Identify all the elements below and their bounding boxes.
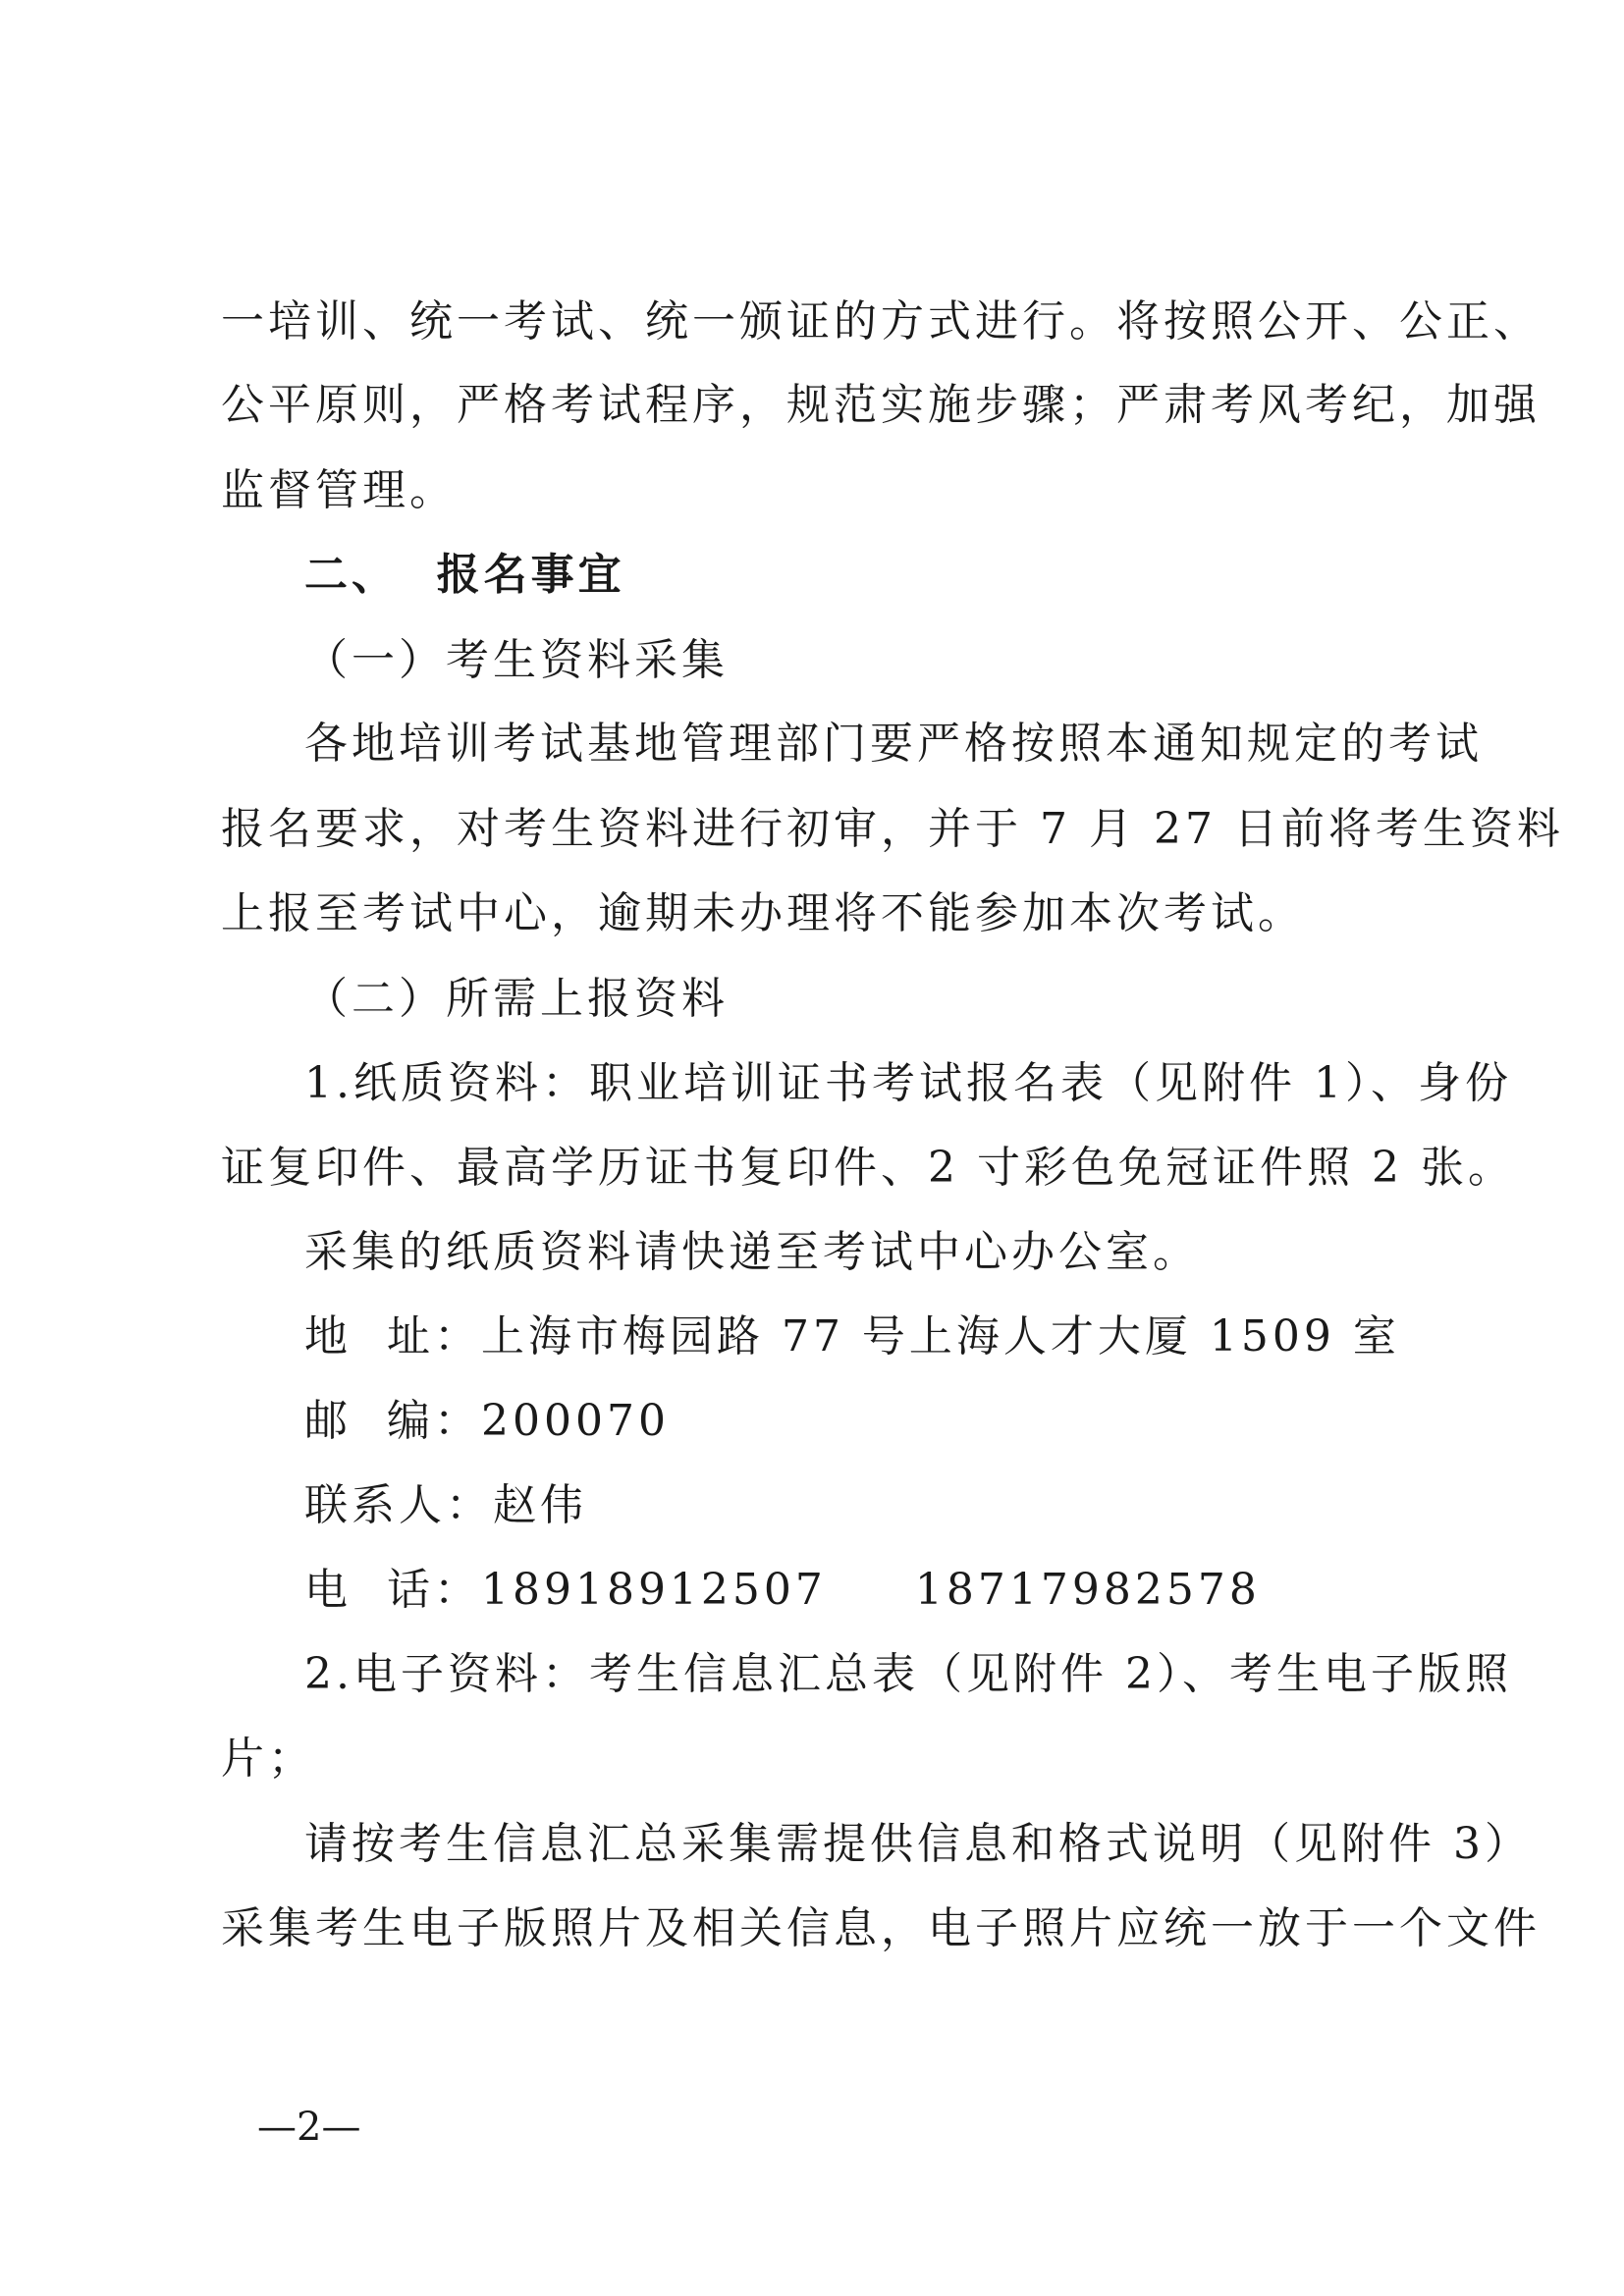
paragraph-collection-line-1: 各地培训考试基地管理部门要严格按照本通知规定的考试 [304,719,1483,769]
paragraph-collection-line-3: 上报至考试中心，逾期未办理将不能参加本次考试。 [221,888,1305,938]
section-heading-registration: 二、 报名事宜 [304,550,625,600]
page-number: —2— [257,2105,361,2150]
paragraph-photo-line-1: 请按考生信息汇总采集需提供信息和格式说明（见附件 3） [304,1819,1532,1869]
phone-line [304,1563,1512,1618]
subheading-required-materials: （二）所需上报资料 [304,974,729,1024]
paragraph-photo-line-2: 采集考生电子版照片及相关信息，电子照片应统一放于一个文件 [221,1903,1541,1953]
paragraph-collection-line-2: 报名要求，对考生资料进行初审，并于 7 月 27 日前将考生资料 [221,804,1564,854]
address-line: 地 址：上海市梅园路 77 号上海人才大厦 1509 室 [304,1311,1400,1362]
subheading-data-collection: （一）考生资料采集 [304,635,729,685]
contact-line: 联系人：赵伟 [304,1480,587,1530]
phone-primary: 电 话：18918912507 [304,1565,827,1615]
item-paper-materials-line-2: 证复印件、最高学历证书复印件、2 寸彩色免冠证件照 2 张。 [221,1143,1515,1193]
mail-instruction: 采集的纸质资料请快递至考试中心办公室。 [304,1227,1200,1277]
paragraph-line-3: 监督管理。 [221,465,457,515]
item-electronic-materials-line-1: 2.电子资料：考生信息汇总表（见附件 2）、考生电子版照 [304,1649,1512,1699]
item-electronic-materials-line-2: 片； [221,1734,315,1784]
paragraph-line-2: 公平原则，严格考试程序，规范实施步骤；严肃考风考纪，加强 [221,380,1541,430]
paragraph-line-1: 一培训、统一考试、统一颁证的方式进行。将按照公开、公正、 [221,296,1541,347]
postcode-line: 邮 编：200070 [304,1396,670,1446]
item-paper-materials-line-1: 1.纸质资料：职业培训证书考试报名表（见附件 1）、身份 [304,1058,1512,1108]
phone-secondary: 18717982578 [914,1565,1261,1615]
